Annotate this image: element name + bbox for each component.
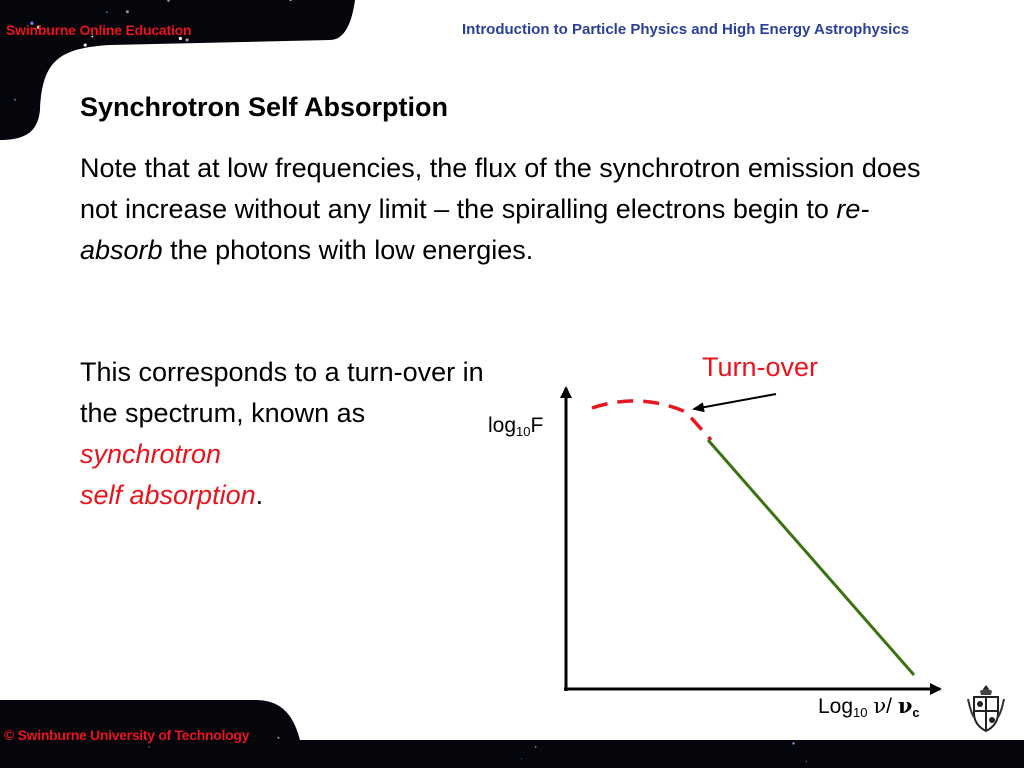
- turnover-label: Turn-over: [702, 352, 819, 382]
- y-axis-var: F: [530, 414, 544, 437]
- header-org-label: Swinburne Online Education: [6, 22, 192, 38]
- power-law-line: [708, 440, 914, 675]
- ssa-term-line1: synchrotron: [80, 439, 222, 469]
- absorbed-turnover-curve: [592, 401, 711, 440]
- intro-text-b: the photons with low energies.: [162, 235, 534, 265]
- nu-symbol: ν: [873, 694, 887, 718]
- footer-copyright: © Swinburne University of Technology: [4, 727, 250, 743]
- university-crest-icon: [966, 683, 1006, 735]
- x-axis-slash: /: [886, 695, 898, 718]
- turnover-text-a: This corresponds to a turn-over in the spectrum, known as: [80, 357, 484, 428]
- turnover-text-b: .: [255, 480, 264, 510]
- y-axis-subscript: 10: [516, 424, 531, 439]
- turnover-pointer-arrow: [694, 394, 776, 409]
- ssa-term-line2: self absorption: [80, 480, 256, 510]
- slide-title: Synchrotron Self Absorption: [80, 92, 449, 122]
- intro-text-a: Note that at low frequencies, the flux of the synchrotron emission does not increase without any limit – the spiralling electrons begin to: [80, 153, 921, 224]
- y-axis-base: log: [488, 414, 517, 437]
- header-course-title: Introduction to Particle Physics and High Energy Astrophysics: [462, 21, 910, 38]
- nu-c-symbol: ν: [897, 693, 913, 718]
- reabsorb-emphasis: re-absorb: [80, 194, 870, 265]
- x-axis-base: Log: [818, 695, 854, 718]
- nu-c-subscript: c: [912, 705, 920, 720]
- x-axis-subscript: 10: [853, 705, 868, 720]
